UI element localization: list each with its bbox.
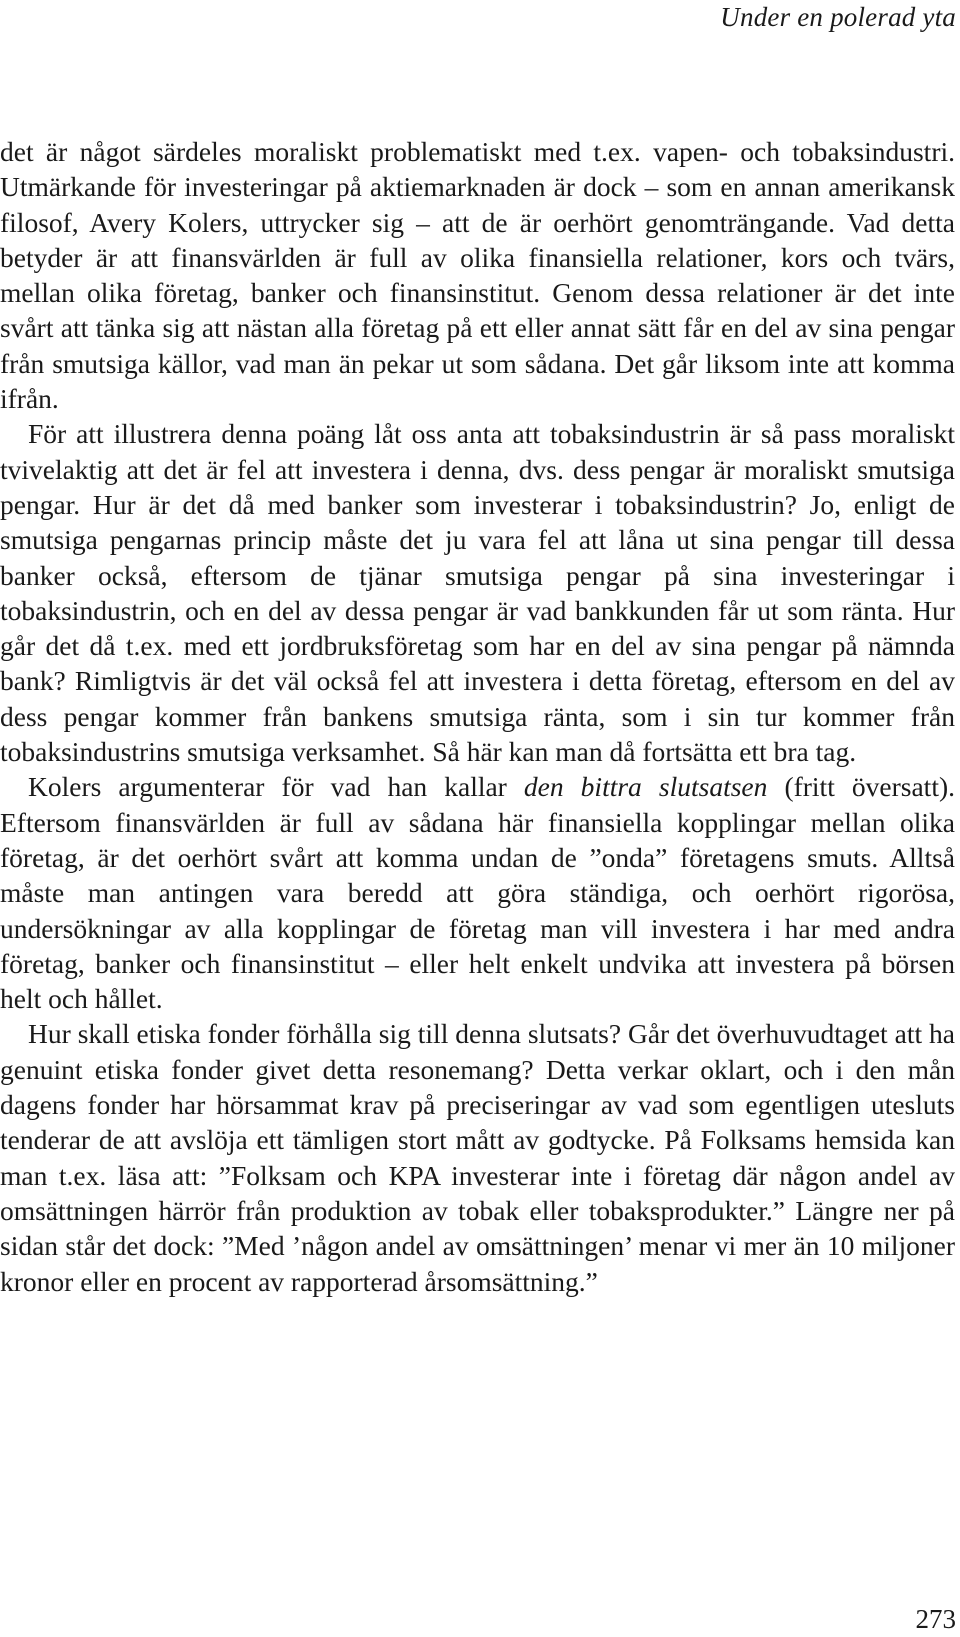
paragraph-1: det är något särdeles moraliskt problematiskt med t.ex. vapen- och tobaksindustri. Utmärkande för investeringar på aktiemarknaden är dock – som en annan amerikansk filosof, Avery Kolers, uttrycker sig – att de är oerhört genomträngande. Vad detta betyder är att finansvärlden är full av olika finansiella relationer, kors och tvärs, mellan olika företag, banker och finansinstitut. Genom dessa relationer är det inte svårt att tänka sig att nästan alla företag på ett eller annat sätt får en del av sina pengar från smutsiga källor, vad man än pekar ut som sådana. Det går liksom inte att komma ifrån.: [0, 136, 955, 415]
page-number: 273: [915, 1604, 956, 1634]
running-header: Under en polerad yta: [720, 2, 956, 32]
paragraph-3: [0, 769, 955, 1016]
body-text: [0, 134, 955, 1299]
paragraph-4: Hur skall etiska fonder förhålla sig till denna slutsats? Går det överhuvudtaget att ha genuint etiska fonder givet detta resonemang? Detta verkar oklart, och i den mån dagens fonder har hörsammat krav på preciseringar av vad som egentligen utesluts tenderar de att avslöja ett tämligen stort mått av godtycke. På Folksams hemsida kan man t.ex. läsa att: ”Folksam och KPA investerar inte i företag där någon andel av omsättningen härrör från produktion av tobak eller tobaksprodukter.” Längre ner på sidan står det dock: ”Med ’någon andel av omsättningen’ menar vi mer än 10 miljoner kronor eller en procent av rapporterad årsomsättning.”: [0, 1018, 955, 1297]
paragraph-3-rest: (fritt översatt). Eftersom finansvärlden är full av sådana här finansiella kopplingar mellan olika företag, är det oerhört svårt att komma undan de ”onda” företagens smuts. Alltså måste man antingen vara beredd att göra ständiga, och oerhört rigorösa, undersökningar av alla kopplingar de företag man vill investera i har med andra företag, banker och finansinstitut – eller helt enkelt undvika att investera på börsen helt och hållet.: [0, 771, 955, 1015]
italic-term: den bittra slutsatsen: [523, 771, 768, 803]
paragraph-2: För att illustrera denna poäng låt oss anta att tobaksindustrin är så pass moraliskt tvivelaktig att det är fel att investera i denna, dvs. dess pengar är moraliskt smutsiga pengar. Hur är det då med banker som investerar i tobaksindustrin? Jo, enligt de smutsiga pengarnas princip måste det ju vara fel att låna ut sina pengar till dessa banker också, eftersom de tjänar smutsiga pengar på sina investeringar i tobaksindustrin, och en del av dessa pengar är vad bankkunden får ut som ränta. Hur går det då t.ex. med ett jordbruksföretag som har en del av sina pengar på nämnda bank? Rimligtvis är det väl också fel att investera i detta företag, eftersom en del av dess pengar kommer från bankens smutsiga ränta, som i sin tur kommer från tobaksindustrins smutsiga verksamhet. Så här kan man då fortsätta ett bra tag.: [0, 418, 955, 768]
paragraph-3-lead: Kolers argumenterar för vad han kallar: [28, 771, 524, 803]
